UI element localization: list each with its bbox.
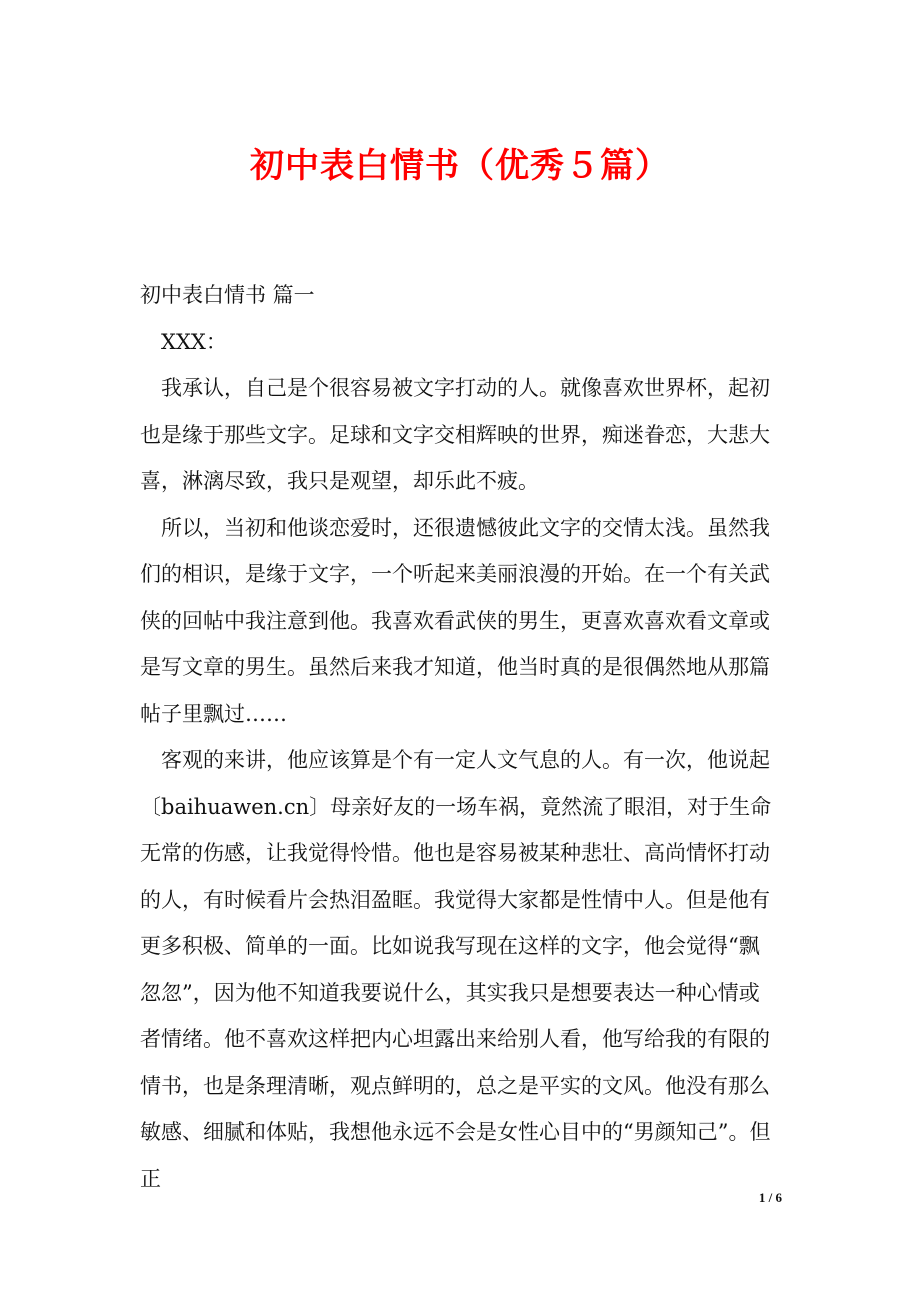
paragraph-1: 我承认，自己是个很容易被文字打动的人。就像喜欢世界杯，起初也是缘于那些文字。足球和文字交相辉映的世界，痴迷眷恋，大悲大喜，淋漓尽致，我只是观望，却乐此不疲。 — [140, 376, 770, 493]
paragraph-3: 客观的来讲，他应该算是个有一定人文气息的人。有一次，他说起〔baihuawen.cn〕母亲好友的一场车祸，竟然流了眼泪，对于生命无常的伤感，让我觉得怜惜。他也是容易被某种悲壮、高尚情怀打动的人，有时候看片会热泪盈眶。我觉得大家都是性情中人。但是他有更多积极、简单的一面。比如说我写现在这样的文字，他会觉得“飘忽忽”，因为他不知道我要说什么，其实我只是想要表达一种心情或者情绪。他不喜欢这样把内心坦露出来给别人看，他写给我的有限的情书，也是条理清晰，观点鲜明的，总之是平实的文风。他没有那么敏感、细腻和体贴，我想他永远不会是女性心目中的“男颜知己”。但正 — [140, 748, 772, 1191]
paragraph-2: 所以，当初和他谈恋爱时，还很遗憾彼此文字的交情太浅。虽然我们的相识，是缘于文字，一个听起来美丽浪漫的开始。在一个有关武侠的回帖中我注意到他。我喜欢看武侠的男生，更喜欢喜欢看文章或是写文章的男生。虽然后来我才知道，他当时真的是很偶然地从那篇帖子里飘过…… — [140, 515, 770, 726]
section-heading: 初中表白情书 篇一 — [140, 283, 315, 307]
document-body — [140, 272, 780, 1202]
page-number: 1 / 6 — [758, 1190, 782, 1205]
salutation: XXX： — [161, 329, 227, 354]
document-title: 初中表白情书（优秀５篇） — [250, 146, 670, 186]
